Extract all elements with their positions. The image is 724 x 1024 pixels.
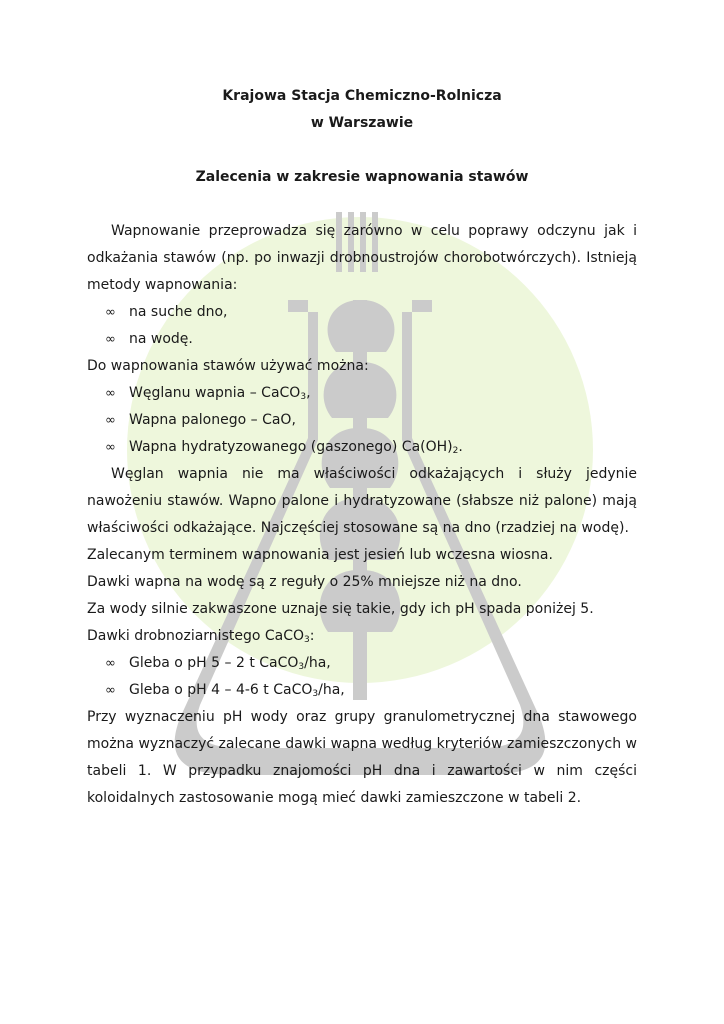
list-item: ∞ Gleba o pH 4 – 4-6 t CaCO$_3$/ha, [87, 677, 637, 704]
doses-heading: Dawki drobnoziarnistego CaCO$_3$: [87, 628, 315, 645]
page-title: Zalecenia w zakresie wapnowania stawów [195, 169, 529, 185]
bullet-icon: ∞ [105, 332, 116, 347]
document-body [87, 83, 637, 812]
intro-paragraph: Wapnowanie przeprowadza się zarówno w celu poprawy odczynu jak i odkażania stawów (np. po inwazji drobnoustrojów chorobotwórczych). Istnieją metody wapnowania: [87, 223, 637, 293]
list-item: ∞ na wodę. [87, 326, 637, 353]
bullet-icon: ∞ [105, 386, 116, 401]
list-item: ∞ na suche dno, [87, 299, 637, 326]
bullet-icon: ∞ [105, 656, 116, 671]
list-item: ∞ Wapna palonego – CaO, [87, 407, 637, 434]
properties-paragraph: Węglan wapnia nie ma właściwości odkażających i służy jedynie nawożeniu stawów. Wapno palone i hydratyzowane (słabsze niż palone) mają właściwości odkażające. Najczęściej stosowane są na dno (rzadziej na wodę). [87, 466, 637, 536]
bullet-icon: ∞ [105, 683, 116, 698]
institution-name: Krajowa Stacja Chemiczno-Rolnicza [222, 88, 502, 104]
list-item: ∞ Węglanu wapnia – CaCO$_3$, [87, 380, 637, 407]
water-doses-line: Dawki wapna na wodę są z reguły o 25% mniejsze niż na dno. [87, 574, 522, 590]
term-line: Zalecanym terminem wapnowania jest jesień lub wczesna wiosna. [87, 547, 553, 563]
acidity-line: Za wody silnie zakwaszone uznaje się takie, gdy ich pH spada poniżej 5. [87, 601, 594, 617]
methods-list [87, 299, 637, 353]
bullet-icon: ∞ [105, 440, 116, 455]
list-item: ∞ Wapna hydratyzowanego (gaszonego) $Ca(OH)_2$. [87, 434, 637, 461]
institution-city: w Warszawie [310, 115, 414, 131]
doses-list [87, 650, 637, 704]
list-item: ∞ Gleba o pH 5 – 2 t CaCO$_3$/ha, [87, 650, 637, 677]
agents-list [87, 380, 637, 461]
bullet-icon: ∞ [105, 413, 116, 428]
bullet-icon: ∞ [105, 305, 116, 320]
agents-heading: Do wapnowania stawów używać można: [87, 358, 369, 374]
final-paragraph: Przy wyznaczeniu pH wody oraz grupy granulometrycznej dna stawowego można wyznaczyć zalecane dawki wapna według kryteriów zamieszczonych w tabeli 1. W przypadku znajomości pH dna i zawartości w nim części koloidalnych zastosowanie mogą mieć dawki zamieszczone w tabeli 2. [87, 709, 637, 806]
